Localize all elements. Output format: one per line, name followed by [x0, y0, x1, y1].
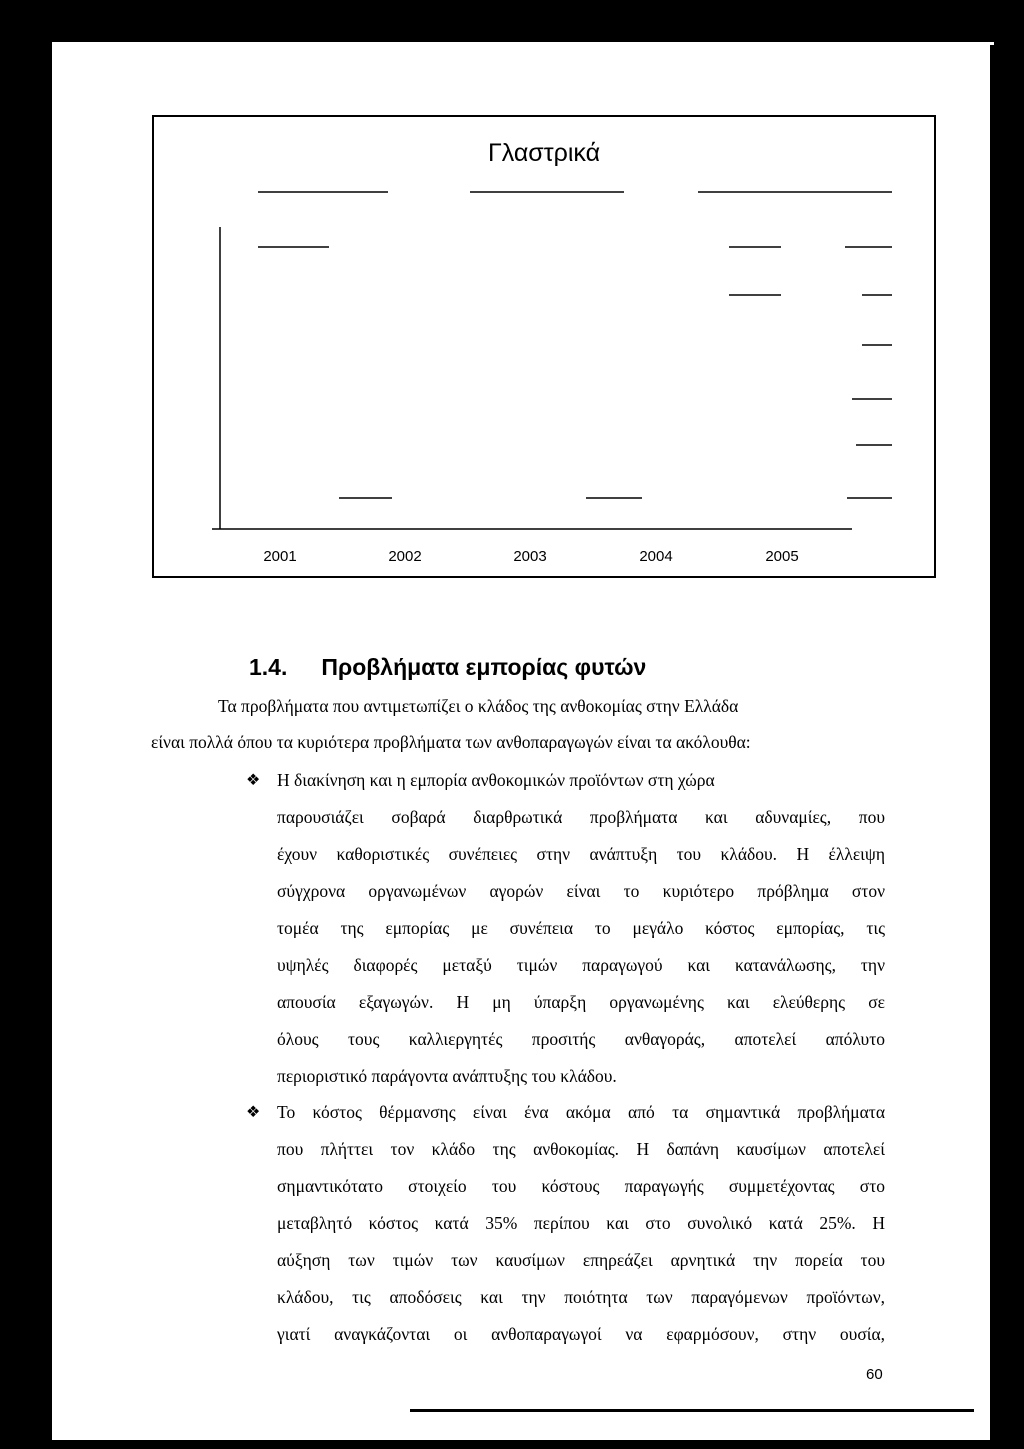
footer-rule	[410, 1409, 974, 1412]
bullet2-line: μεταβλητό κόστος κατά 35% περίπου και στο συνολικό κατά 25%. Η	[277, 1213, 885, 1233]
bullet1-line: περιοριστικό παράγοντα ανάπτυξης του κλάδου.	[277, 1066, 617, 1086]
intro-line: είναι πολλά όπου τα κυριότερα προβλήματα των ανθοπαραγωγών είναι τα ακόλουθα:	[151, 732, 751, 752]
intro-line: Τα προβλήματα που αντιμετωπίζει ο κλάδος της ανθοκομίας στην Ελλάδα	[218, 696, 739, 716]
section-heading	[249, 654, 646, 681]
x-tick-label-2002: 2002	[388, 548, 422, 565]
bullet1-line: απουσία εξαγωγών. Η μη ύπαρξη οργανωμένης και ελεύθερης σε	[277, 992, 885, 1012]
bullet2-line: αύξηση των τιμών των καυσίμων επηρεάζει αρνητικά την πορεία του	[277, 1250, 885, 1270]
bullet1-line: έχουν καθοριστικές συνέπειες στην ανάπτυξη του κλάδου. Η έλλειψη	[277, 844, 885, 864]
bullet2-line: σημαντικότατο στοιχείο του κόστους παραγωγής συμμετέχοντας στο	[277, 1176, 885, 1196]
chart-frame	[152, 115, 936, 578]
chart-bars-outline	[212, 192, 892, 529]
x-tick-label-2004: 2004	[639, 548, 673, 565]
section-title: Προβλήματα εμπορίας φυτών	[321, 654, 647, 680]
bullet2-line: Το κόστος θέρμανσης είναι ένα ακόμα από τα σημαντικά προβλήματα	[277, 1102, 885, 1122]
bullet1-line: παρουσιάζει σοβαρά διαρθρωτικά προβλήματα και αδυναμίες, που	[277, 807, 885, 827]
bullet2-line: γιατί αναγκάζονται οι ανθοπαραγωγοί να εφαρμόσουν, στην ουσία,	[277, 1324, 885, 1344]
x-tick-label-2003: 2003	[513, 548, 547, 565]
bullet1-line: σύγχρονα οργανωμένων αγορών είναι το κυριότερο πρόβλημα στον	[277, 881, 885, 901]
bullet1-line: υψηλές διαφορές μεταξύ τιμών παραγωγού και κατανάλωσης, την	[277, 955, 885, 975]
scan-edge-right	[986, 60, 989, 680]
bullet2-line: που πλήττει τον κλάδο της ανθοκομίας. Η δαπάνη καυσίμων αποτελεί	[277, 1139, 885, 1159]
page-number: 60	[866, 1366, 883, 1383]
bullet2-line: κλάδου, τις αποδόσεις και την ποιότητα των παραγόμενων προϊόντων,	[277, 1287, 885, 1307]
x-tick-label-2001: 2001	[263, 548, 297, 565]
chart-title: Γλαστρικά	[487, 139, 601, 167]
x-tick-labels	[263, 548, 798, 565]
section-number: 1.4.	[249, 654, 288, 680]
x-tick-label-2005: 2005	[765, 548, 799, 565]
bullet1-line: Η διακίνηση και η εμπορία ανθοκομικών προϊόντων στη χώρα	[277, 770, 715, 790]
diamond-bullet-icon: ❖	[246, 772, 261, 789]
diamond-bullet-icon: ❖	[246, 1104, 261, 1121]
bullet1-line: όλους τους καλλιεργητές προσιτής ανθαγοράς, αποτελεί απόλυτο	[277, 1029, 885, 1049]
bullet1-line: τομέα της εμπορίας με συνέπεια το μεγάλο κόστος εμπορίας, τις	[277, 918, 885, 938]
scan-edge-top	[52, 42, 994, 45]
chart-plot	[154, 117, 934, 576]
